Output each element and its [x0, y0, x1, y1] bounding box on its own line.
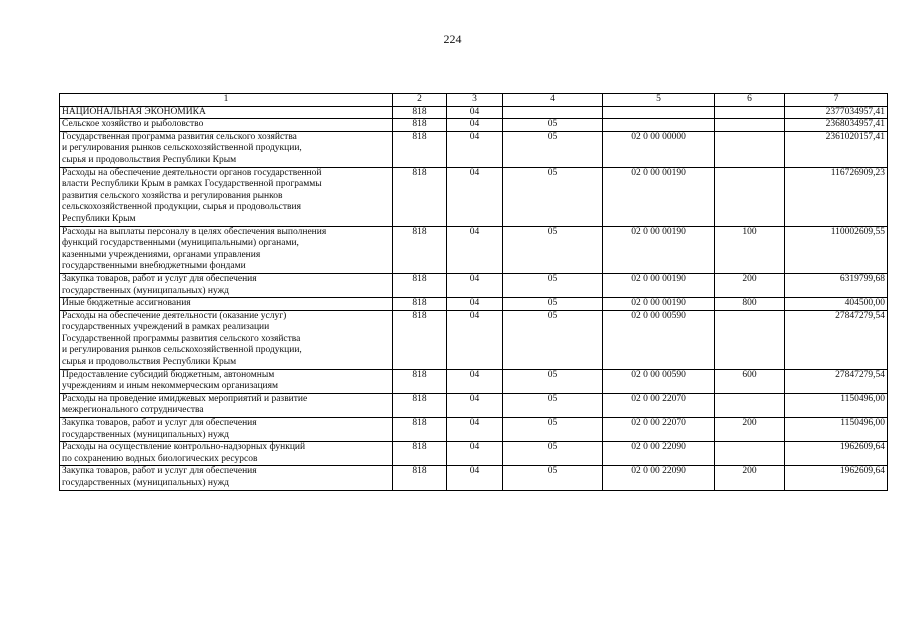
amount: 1150496,00: [785, 418, 888, 442]
table-row: [60, 442, 888, 466]
section-code: 04: [447, 466, 503, 490]
table-row: [60, 119, 888, 132]
table-row: [60, 167, 888, 226]
expense-type-code: 100: [715, 226, 785, 273]
row-description: Расходы на обеспечение деятельности органов государственной власти Республики Крым в рамках Государственной программы развития сельского хозяйства и регулирования рынков сельскохозяйственной продукции, сырья и продовольствия Республики Крым: [60, 167, 393, 226]
table-row: [60, 369, 888, 393]
ministry-code: 818: [393, 442, 447, 466]
section-code: 04: [447, 167, 503, 226]
amount: 1962609,64: [785, 442, 888, 466]
section-code: 04: [447, 418, 503, 442]
table-row: [60, 393, 888, 417]
target-article-code: 02 0 00 00590: [603, 369, 715, 393]
section-code: 04: [447, 226, 503, 273]
section-code: 04: [447, 131, 503, 167]
column-header: 4: [503, 94, 603, 107]
table-row: [60, 226, 888, 273]
subsection-code: [503, 106, 603, 119]
row-description: Расходы на проведение имиджевых мероприятий и развитие межрегионального сотрудничества: [60, 393, 393, 417]
expense-type-code: [715, 442, 785, 466]
section-code: 04: [447, 393, 503, 417]
row-description: Закупка товаров, работ и услуг для обеспечения государственных (муниципальных) нужд: [60, 466, 393, 490]
amount: 27847279,54: [785, 369, 888, 393]
amount: 110002609,55: [785, 226, 888, 273]
amount: 6319799,68: [785, 273, 888, 297]
expense-type-code: 200: [715, 466, 785, 490]
budget-table: [59, 93, 888, 491]
table-row: [60, 273, 888, 297]
section-code: 04: [447, 298, 503, 311]
table-row: [60, 466, 888, 490]
column-header: 5: [603, 94, 715, 107]
target-article-code: [603, 106, 715, 119]
section-code: 04: [447, 369, 503, 393]
subsection-code: 05: [503, 369, 603, 393]
amount: 116726909,23: [785, 167, 888, 226]
expense-type-code: [715, 167, 785, 226]
column-header: 1: [60, 94, 393, 107]
expense-type-code: 200: [715, 273, 785, 297]
expense-type-code: 200: [715, 418, 785, 442]
page-number: 224: [443, 32, 462, 46]
table-row: [60, 310, 888, 369]
target-article-code: 02 0 00 00000: [603, 131, 715, 167]
ministry-code: 818: [393, 106, 447, 119]
subsection-code: 05: [503, 131, 603, 167]
target-article-code: 02 0 00 22090: [603, 466, 715, 490]
row-description: Государственная программа развития сельского хозяйства и регулирования рынков сельскохозяйственной продукции, сырья и продовольствия Республики Крым: [60, 131, 393, 167]
subsection-code: 05: [503, 273, 603, 297]
column-header: 3: [447, 94, 503, 107]
target-article-code: 02 0 00 00590: [603, 310, 715, 369]
table-row: [60, 131, 888, 167]
section-code: 04: [447, 106, 503, 119]
row-description: Расходы на выплаты персоналу в целях обеспечения выполнения функций государственными (муниципальными) органами, казенными учреждениями, органами управления государственными внебюджетными фондами: [60, 226, 393, 273]
ministry-code: 818: [393, 310, 447, 369]
target-article-code: 02 0 00 00190: [603, 298, 715, 311]
expense-type-code: [715, 119, 785, 132]
expense-type-code: 600: [715, 369, 785, 393]
section-code: 04: [447, 273, 503, 297]
ministry-code: 818: [393, 131, 447, 167]
column-header: 2: [393, 94, 447, 107]
ministry-code: 818: [393, 466, 447, 490]
section-code: 04: [447, 119, 503, 132]
subsection-code: 05: [503, 418, 603, 442]
ministry-code: 818: [393, 298, 447, 311]
ministry-code: 818: [393, 418, 447, 442]
section-code: 04: [447, 310, 503, 369]
column-header: 6: [715, 94, 785, 107]
amount: 1150496,00: [785, 393, 888, 417]
row-description: Иные бюджетные ассигнования: [60, 298, 393, 311]
target-article-code: 02 0 00 22070: [603, 418, 715, 442]
subsection-code: 05: [503, 393, 603, 417]
ministry-code: 818: [393, 167, 447, 226]
expense-type-code: 800: [715, 298, 785, 311]
subsection-code: 05: [503, 298, 603, 311]
row-description: Расходы на осуществление контрольно-надзорных функций по сохранению водных биологических ресурсов: [60, 442, 393, 466]
amount: 2377034957,41: [785, 106, 888, 119]
target-article-code: [603, 119, 715, 132]
amount: 404500,00: [785, 298, 888, 311]
table-row: [60, 298, 888, 311]
subsection-code: 05: [503, 466, 603, 490]
target-article-code: 02 0 00 22070: [603, 393, 715, 417]
expense-type-code: [715, 131, 785, 167]
section-code: 04: [447, 442, 503, 466]
row-description: Закупка товаров, работ и услуг для обеспечения государственных (муниципальных) нужд: [60, 273, 393, 297]
amount: 27847279,54: [785, 310, 888, 369]
expense-type-code: [715, 106, 785, 119]
subsection-code: 05: [503, 310, 603, 369]
target-article-code: 02 0 00 00190: [603, 273, 715, 297]
amount: 1962609,64: [785, 466, 888, 490]
column-header: 7: [785, 94, 888, 107]
row-description: Предоставление субсидий бюджетным, автономным учреждениям и иным некоммерческим организациям: [60, 369, 393, 393]
subsection-code: 05: [503, 119, 603, 132]
target-article-code: 02 0 00 22090: [603, 442, 715, 466]
table-header-row: [60, 94, 888, 107]
ministry-code: 818: [393, 273, 447, 297]
amount: 2368034957,41: [785, 119, 888, 132]
expense-type-code: [715, 310, 785, 369]
row-description: НАЦИОНАЛЬНАЯ ЭКОНОМИКА: [60, 106, 393, 119]
row-description: Сельское хозяйство и рыболовство: [60, 119, 393, 132]
row-description: Расходы на обеспечение деятельности (оказание услуг) государственных учреждений в рамках реализации Государственной программы развития сельского хозяйства и регулирования рынков сельскохозяйственной продукции, сырья и продовольствия Республики Крым: [60, 310, 393, 369]
ministry-code: 818: [393, 119, 447, 132]
row-description: Закупка товаров, работ и услуг для обеспечения государственных (муниципальных) нужд: [60, 418, 393, 442]
table-row: [60, 418, 888, 442]
subsection-code: 05: [503, 226, 603, 273]
expense-type-code: [715, 393, 785, 417]
subsection-code: 05: [503, 442, 603, 466]
ministry-code: 818: [393, 369, 447, 393]
target-article-code: 02 0 00 00190: [603, 226, 715, 273]
table-row: [60, 106, 888, 119]
ministry-code: 818: [393, 393, 447, 417]
ministry-code: 818: [393, 226, 447, 273]
subsection-code: 05: [503, 167, 603, 226]
amount: 2361020157,41: [785, 131, 888, 167]
target-article-code: 02 0 00 00190: [603, 167, 715, 226]
